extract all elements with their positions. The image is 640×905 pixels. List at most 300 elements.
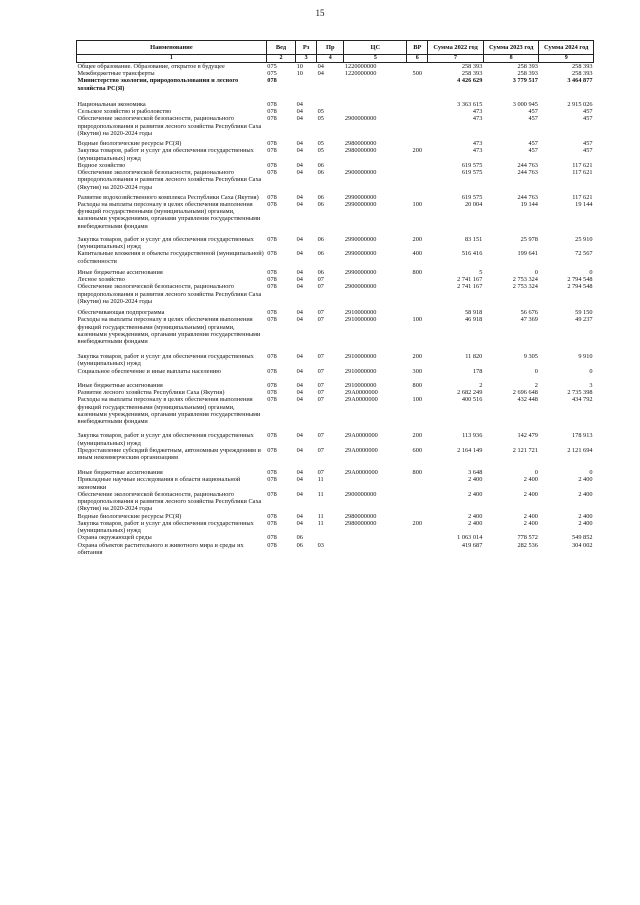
row-pr: 07 <box>317 283 324 291</box>
table-row <box>77 283 594 305</box>
row-ved: 078 <box>267 276 277 284</box>
row-sum-2024: 19 144 <box>575 200 593 208</box>
row-cs: 2900000000 <box>344 283 377 291</box>
row-sum-2024: 117 621 <box>572 193 593 201</box>
row-sum-2023: 2 753 324 <box>512 276 538 284</box>
row-rz: 04 <box>296 115 303 123</box>
row-cs <box>344 534 407 541</box>
table-row <box>77 147 594 161</box>
row-vr <box>407 491 428 513</box>
row-sum-2022: 473 <box>472 108 483 116</box>
header-ved: Вед <box>266 41 295 55</box>
row-vr <box>407 63 428 71</box>
row-pr: 07 <box>317 309 324 317</box>
row-rz <box>296 77 317 91</box>
row-ved: 078 <box>267 100 277 108</box>
row-sum-2023: 244 763 <box>517 169 538 177</box>
row-cs: 2900000000 <box>344 490 377 498</box>
row-ved: 078 <box>267 476 277 484</box>
row-sum-2023: 2 400 <box>523 519 538 527</box>
row-name: Водные биологические ресурсы РС(Я) <box>77 512 182 520</box>
row-sum-2024: 2 735 398 <box>567 389 593 397</box>
table-row <box>77 169 594 191</box>
row-name: Развитие водохозяйственного комплекса Республики Саха (Якутия) <box>77 193 259 201</box>
row-pr: 11 <box>317 490 324 498</box>
row-sum-2022: 3 648 <box>468 469 483 477</box>
row-sum-2024: 304 002 <box>572 541 593 549</box>
row-ved: 078 <box>267 77 277 85</box>
row-cs: 2990000000 <box>344 193 377 201</box>
row-rz: 04 <box>296 200 303 208</box>
row-vr: 800 <box>412 268 422 276</box>
row-cs: 29А0000000 <box>344 396 378 404</box>
table-row <box>77 70 594 77</box>
row-ved: 078 <box>267 115 277 123</box>
row-name: Водные биологические ресурсы РС(Я) <box>77 140 182 148</box>
row-cs: 2990000000 <box>344 250 377 258</box>
row-ved: 078 <box>267 396 277 404</box>
row-rz: 04 <box>296 268 303 276</box>
row-sum-2023: 457 <box>528 115 538 123</box>
row-rz: 04 <box>296 432 303 440</box>
table-body <box>77 63 594 557</box>
row-pr: 07 <box>317 381 324 389</box>
row-sum-2023: 25 978 <box>520 235 538 243</box>
table-row <box>77 396 594 425</box>
row-sum-2023: 47 369 <box>520 316 538 324</box>
row-cs <box>344 92 407 108</box>
row-cs <box>344 476 407 490</box>
row-pr: 03 <box>317 541 324 549</box>
row-sum-2022: 4 426 629 <box>457 77 483 85</box>
table-row <box>77 534 594 541</box>
row-pr: 06 <box>317 268 324 276</box>
row-sum-2024: 25 910 <box>575 235 593 243</box>
row-pr: 04 <box>317 63 324 70</box>
row-sum-2024: 258 393 <box>572 70 593 78</box>
row-pr: 06 <box>317 235 324 243</box>
row-sum-2024: 457 <box>583 147 593 155</box>
row-sum-2023: 0 <box>534 367 538 375</box>
row-vr: 100 <box>412 200 422 208</box>
row-rz: 04 <box>296 193 303 201</box>
row-ved: 078 <box>267 446 277 454</box>
row-rz: 04 <box>296 250 303 258</box>
row-sum-2022: 178 <box>472 367 483 375</box>
row-sum-2024: 457 <box>583 108 593 116</box>
row-pr: 07 <box>317 432 324 440</box>
row-rz: 04 <box>296 519 303 527</box>
row-sum-2023: 2 696 648 <box>512 389 538 397</box>
row-cs: 29А0000000 <box>344 389 378 397</box>
row-rz: 04 <box>296 100 303 108</box>
row-vr: 200 <box>412 432 422 440</box>
row-pr <box>317 534 344 541</box>
row-sum-2023: 2 121 721 <box>512 446 538 454</box>
row-rz: 10 <box>296 63 303 70</box>
row-sum-2023: 142 479 <box>517 432 538 440</box>
table-row <box>77 305 594 316</box>
row-cs: 2910000000 <box>344 381 377 389</box>
row-name: Обеспечение экологической безопасности, рационального природопользования и развития лесного хозяйства Республики Саха (Якутия) на 2020-2024 годы <box>77 490 262 513</box>
row-sum-2024: 434 792 <box>572 396 593 404</box>
row-rz: 04 <box>296 512 303 520</box>
column-number: 4 <box>317 55 344 63</box>
row-ved: 078 <box>267 353 277 361</box>
column-number: 1 <box>77 55 267 63</box>
table-row <box>77 77 594 91</box>
row-rz: 04 <box>296 490 303 498</box>
row-name: Иные бюджетные ассигнования <box>77 268 163 276</box>
row-name: Охрана объектов растительного и животного мира и среды их обитания <box>77 541 244 556</box>
row-sum-2022: 11 820 <box>465 353 483 361</box>
row-name: Иные бюджетные ассигнования <box>77 381 163 389</box>
row-name: Расходы на выплаты персоналу в целях обеспечения выполнения функций государственными (муниципальными) органами, казенными учреждениями, органами управления государственными внебюджетными фондами <box>77 316 261 345</box>
row-vr <box>407 191 428 201</box>
row-cs: 2910000000 <box>344 316 377 324</box>
row-ved: 078 <box>267 169 277 177</box>
row-ved: 078 <box>267 250 277 258</box>
row-cs: 2980000000 <box>344 512 377 520</box>
row-rz: 04 <box>296 108 303 116</box>
row-sum-2022: 2 682 249 <box>457 389 483 397</box>
row-vr: 300 <box>412 367 422 375</box>
row-name: Лесное хозяйство <box>77 276 125 284</box>
row-ved: 078 <box>267 389 277 397</box>
row-sum-2024: 117 621 <box>572 169 593 177</box>
row-vr <box>407 476 428 490</box>
row-vr <box>407 534 428 541</box>
row-rz: 04 <box>296 389 303 397</box>
row-sum-2023: 199 641 <box>517 250 538 258</box>
row-sum-2024: 549 852 <box>572 534 593 542</box>
row-pr: 11 <box>317 519 324 527</box>
header-sum-2023: Сумма 2023 год <box>483 41 539 55</box>
row-vr <box>407 513 428 520</box>
row-sum-2022: 2 741 167 <box>457 276 483 284</box>
row-sum-2022: 58 918 <box>465 309 483 317</box>
row-cs <box>344 108 407 115</box>
row-vr <box>407 169 428 191</box>
table-row <box>77 389 594 396</box>
row-cs <box>344 162 407 169</box>
row-rz: 04 <box>296 235 303 243</box>
row-rz: 04 <box>296 367 303 375</box>
row-sum-2022: 1 063 014 <box>457 534 483 542</box>
row-name: Капитальные вложения в объекты государственной (муниципальной) собственности <box>77 250 264 265</box>
table-row <box>77 461 594 476</box>
row-sum-2022: 258 393 <box>461 63 483 70</box>
row-sum-2023: 0 <box>534 268 538 276</box>
row-cs: 29А0000000 <box>344 446 378 454</box>
row-cs <box>344 77 407 91</box>
table-row <box>77 491 594 513</box>
row-name: Расходы на выплаты персоналу в целях обеспечения выполнения функций государственными (муниципальными) органами, казенными учреждениями, органами управления государственными внебюджетными фондами <box>77 396 261 426</box>
row-name: Общее образование. Образование, открытое в будущее <box>77 63 225 70</box>
header-name: Наименование <box>77 41 267 55</box>
row-ved: 078 <box>267 541 277 549</box>
table-row <box>77 162 594 169</box>
column-number: 8 <box>483 55 539 63</box>
row-ved: 078 <box>267 161 277 169</box>
row-vr: 800 <box>412 381 422 389</box>
row-sum-2022: 20 004 <box>465 200 483 208</box>
row-name: Развитие лесного хозяйства Республики Саха (Якутия) <box>77 389 225 397</box>
row-sum-2023: 258 393 <box>517 63 538 70</box>
table-row <box>77 230 594 250</box>
row-rz: 04 <box>296 476 303 484</box>
row-rz: 04 <box>296 316 303 324</box>
row-cs: 2900000000 <box>344 115 377 123</box>
row-ved: 078 <box>267 381 277 389</box>
table-row <box>77 115 594 137</box>
row-sum-2022: 419 687 <box>461 541 483 549</box>
row-sum-2022: 46 918 <box>465 316 483 324</box>
row-pr: 07 <box>317 396 324 404</box>
row-rz: 10 <box>296 70 303 78</box>
row-sum-2024: 117 621 <box>572 161 593 169</box>
row-ved: 078 <box>267 367 277 375</box>
row-sum-2023: 9 305 <box>523 353 538 361</box>
row-sum-2024: 72 567 <box>575 250 593 258</box>
row-pr: 11 <box>317 476 324 484</box>
row-sum-2023: 3 779 517 <box>512 77 538 85</box>
table-row <box>77 513 594 520</box>
row-name: Расходы на выплаты персоналу в целях обеспечения выполнения функций государственными (муниципальными) органами, казенными учреждениями, органами управления государственными внебюджетными фондами <box>77 200 261 230</box>
row-vr <box>407 137 428 147</box>
row-sum-2022: 473 <box>472 115 483 123</box>
row-vr <box>407 115 428 137</box>
row-sum-2022: 5 <box>479 268 483 276</box>
row-vr <box>407 92 428 108</box>
row-ved: 078 <box>267 512 277 520</box>
row-ved: 078 <box>267 147 277 155</box>
row-sum-2023: 457 <box>528 108 538 116</box>
row-sum-2023: 2 400 <box>523 512 538 520</box>
column-number: 5 <box>344 55 407 63</box>
row-ved: 078 <box>267 316 277 324</box>
row-ved: 078 <box>267 283 277 291</box>
table-row <box>77 520 594 534</box>
row-vr: 500 <box>412 70 422 78</box>
row-ved: 078 <box>267 490 277 498</box>
row-cs: 2910000000 <box>344 367 377 375</box>
row-sum-2023: 244 763 <box>517 161 538 169</box>
header-sum-2022: Сумма 2022 год <box>428 41 484 55</box>
row-ved: 078 <box>267 469 277 477</box>
table-row <box>77 447 594 461</box>
row-ved: 078 <box>267 200 277 208</box>
row-pr: 05 <box>317 108 324 116</box>
row-pr: 07 <box>317 446 324 454</box>
row-ved: 075 <box>267 63 277 70</box>
row-cs: 29А0000000 <box>344 432 378 440</box>
row-sum-2024: 2 794 548 <box>567 283 593 291</box>
row-ved: 078 <box>267 432 277 440</box>
row-sum-2024: 0 <box>589 367 593 375</box>
row-sum-2024: 2 121 694 <box>567 446 593 454</box>
row-sum-2023: 244 763 <box>517 193 538 201</box>
table-row <box>77 191 594 201</box>
table-row <box>77 476 594 490</box>
row-pr: 06 <box>317 200 324 208</box>
row-rz: 04 <box>296 140 303 148</box>
table-row <box>77 316 594 345</box>
row-name: Социальное обеспечение и иные выплаты населению <box>77 367 221 375</box>
table-row <box>77 137 594 147</box>
row-cs: 1220000000 <box>344 63 377 70</box>
row-sum-2022: 400 516 <box>461 396 483 404</box>
column-number: 2 <box>266 55 295 63</box>
header-pr: Пр <box>317 41 344 55</box>
row-pr: 06 <box>317 161 324 169</box>
row-sum-2024: 3 464 877 <box>567 77 593 85</box>
row-name: Прикладные научные исследования в области национальной экономики <box>77 476 241 491</box>
row-ved: 078 <box>267 193 277 201</box>
row-pr: 05 <box>317 140 324 148</box>
row-ved: 078 <box>267 140 277 148</box>
row-name: Иные бюджетные ассигнования <box>77 469 163 477</box>
row-cs: 2980000000 <box>344 519 377 527</box>
row-cs: 2990000000 <box>344 268 377 276</box>
row-pr: 06 <box>317 250 324 258</box>
row-vr <box>407 283 428 305</box>
row-sum-2022: 619 575 <box>461 161 483 169</box>
row-sum-2024: 2 400 <box>578 519 593 527</box>
row-ved: 078 <box>267 534 277 542</box>
row-sum-2023: 2 400 <box>523 476 538 484</box>
row-ved: 078 <box>267 268 277 276</box>
column-number: 9 <box>539 55 594 63</box>
row-pr <box>317 92 344 108</box>
row-name: Предоставление субсидий бюджетным, автономным учреждениям и иным некоммерческим организациям <box>77 446 261 462</box>
row-sum-2024: 2 915 026 <box>567 100 593 108</box>
row-cs <box>344 542 407 556</box>
row-name: Обеспечение экологической безопасности, рационального природопользования и развития лесного хозяйства Республики Саха (Якутия) на 2020-2024 годы <box>77 115 262 137</box>
row-sum-2022: 473 <box>472 147 483 155</box>
column-number: 3 <box>296 55 317 63</box>
row-sum-2022: 258 393 <box>461 70 483 78</box>
column-number: 7 <box>428 55 484 63</box>
table-row <box>77 345 594 367</box>
table-row <box>77 425 594 446</box>
row-name: Обеспечение экологической безопасности, рационального природопользования и развития лесного хозяйства Республики Саха (Якутия) на 2020-2024 годы <box>77 169 262 191</box>
row-rz: 04 <box>296 446 303 454</box>
row-name: Закупка товаров, работ и услуг для обеспечения государственных (муниципальных) нужд <box>77 519 254 535</box>
row-ved: 075 <box>267 70 277 78</box>
row-sum-2023: 2 753 324 <box>512 283 538 291</box>
row-pr: 07 <box>317 353 324 361</box>
row-pr: 07 <box>317 389 324 397</box>
row-ved: 078 <box>267 519 277 527</box>
row-vr: 400 <box>412 250 422 258</box>
row-sum-2022: 3 363 615 <box>457 100 483 108</box>
row-pr: 07 <box>317 276 324 284</box>
row-vr: 100 <box>412 396 422 404</box>
table-row <box>77 63 594 71</box>
row-name: Закупка товаров, работ и услуг для обеспечения государственных (муниципальных) нужд <box>77 147 254 162</box>
row-sum-2024: 2 400 <box>578 512 593 520</box>
row-sum-2023: 2 400 <box>523 490 538 498</box>
row-sum-2023: 2 <box>534 381 538 389</box>
table-row <box>77 250 594 264</box>
row-pr <box>317 77 344 91</box>
row-name: Обеспечивающая подпрограмма <box>77 309 165 317</box>
row-cs: 29А0000000 <box>344 469 378 477</box>
row-name: Сельское хозяйство и рыболовство <box>77 108 172 116</box>
row-rz: 04 <box>296 169 303 177</box>
row-cs: 2980000000 <box>344 147 377 155</box>
row-rz: 04 <box>296 283 303 291</box>
table-row <box>77 108 594 115</box>
row-sum-2022: 619 575 <box>461 169 483 177</box>
budget-table <box>76 40 594 556</box>
row-sum-2024: 2 400 <box>578 490 593 498</box>
page-number: 15 <box>315 8 325 18</box>
row-ved: 078 <box>267 108 277 116</box>
row-sum-2023: 19 144 <box>520 200 538 208</box>
row-sum-2022: 2 164 149 <box>457 446 483 454</box>
row-cs: 2990000000 <box>344 200 377 208</box>
row-rz: 04 <box>296 381 303 389</box>
table-row <box>77 368 594 375</box>
row-sum-2024: 59 150 <box>575 309 593 317</box>
row-sum-2022: 2 400 <box>468 476 483 484</box>
row-sum-2024: 0 <box>589 268 593 276</box>
row-name: Закупка товаров, работ и услуг для обеспечения государственных (муниципальных) нужд <box>77 235 254 251</box>
row-vr: 200 <box>412 147 422 155</box>
row-pr: 07 <box>317 316 324 324</box>
row-rz: 06 <box>296 541 303 549</box>
row-cs: 2910000000 <box>344 353 377 361</box>
row-rz: 06 <box>296 534 303 542</box>
row-vr: 600 <box>412 446 422 454</box>
table-row <box>77 276 594 283</box>
row-name: Министерство экологии, природопользования и лесного хозяйства РС(Я) <box>77 77 239 92</box>
row-vr: 200 <box>412 235 422 243</box>
table-row <box>77 201 594 230</box>
table-row <box>77 542 594 556</box>
row-sum-2024: 3 <box>589 381 593 389</box>
row-sum-2022: 2 <box>479 381 483 389</box>
row-name: Межбюджетные трансферты <box>77 70 155 78</box>
row-sum-2024: 457 <box>583 140 593 148</box>
row-name: Охрана окружающей среды <box>77 534 152 542</box>
row-pr: 11 <box>317 512 324 520</box>
row-cs: 2990000000 <box>344 235 377 243</box>
table-header <box>77 41 594 63</box>
row-sum-2022: 2 741 167 <box>457 283 483 291</box>
table-row <box>77 375 594 389</box>
row-sum-2023: 0 <box>534 469 538 477</box>
row-rz: 04 <box>296 469 303 477</box>
row-sum-2024: 258 393 <box>572 63 593 70</box>
header-sum-2024: Сумма 2024 год <box>539 41 594 55</box>
row-rz: 04 <box>296 147 303 155</box>
row-rz: 04 <box>296 396 303 404</box>
row-vr: 200 <box>412 519 422 527</box>
row-name: Национальная экономика <box>77 100 146 108</box>
header-vr: ВР <box>407 41 428 55</box>
row-vr: 200 <box>412 353 422 361</box>
row-sum-2023: 778 572 <box>517 534 538 542</box>
row-ved: 078 <box>267 309 277 317</box>
row-sum-2023: 3 000 945 <box>512 100 538 108</box>
row-sum-2024: 2 400 <box>578 476 593 484</box>
row-cs: 2910000000 <box>344 309 377 317</box>
row-vr <box>407 305 428 316</box>
row-sum-2022: 2 400 <box>468 519 483 527</box>
